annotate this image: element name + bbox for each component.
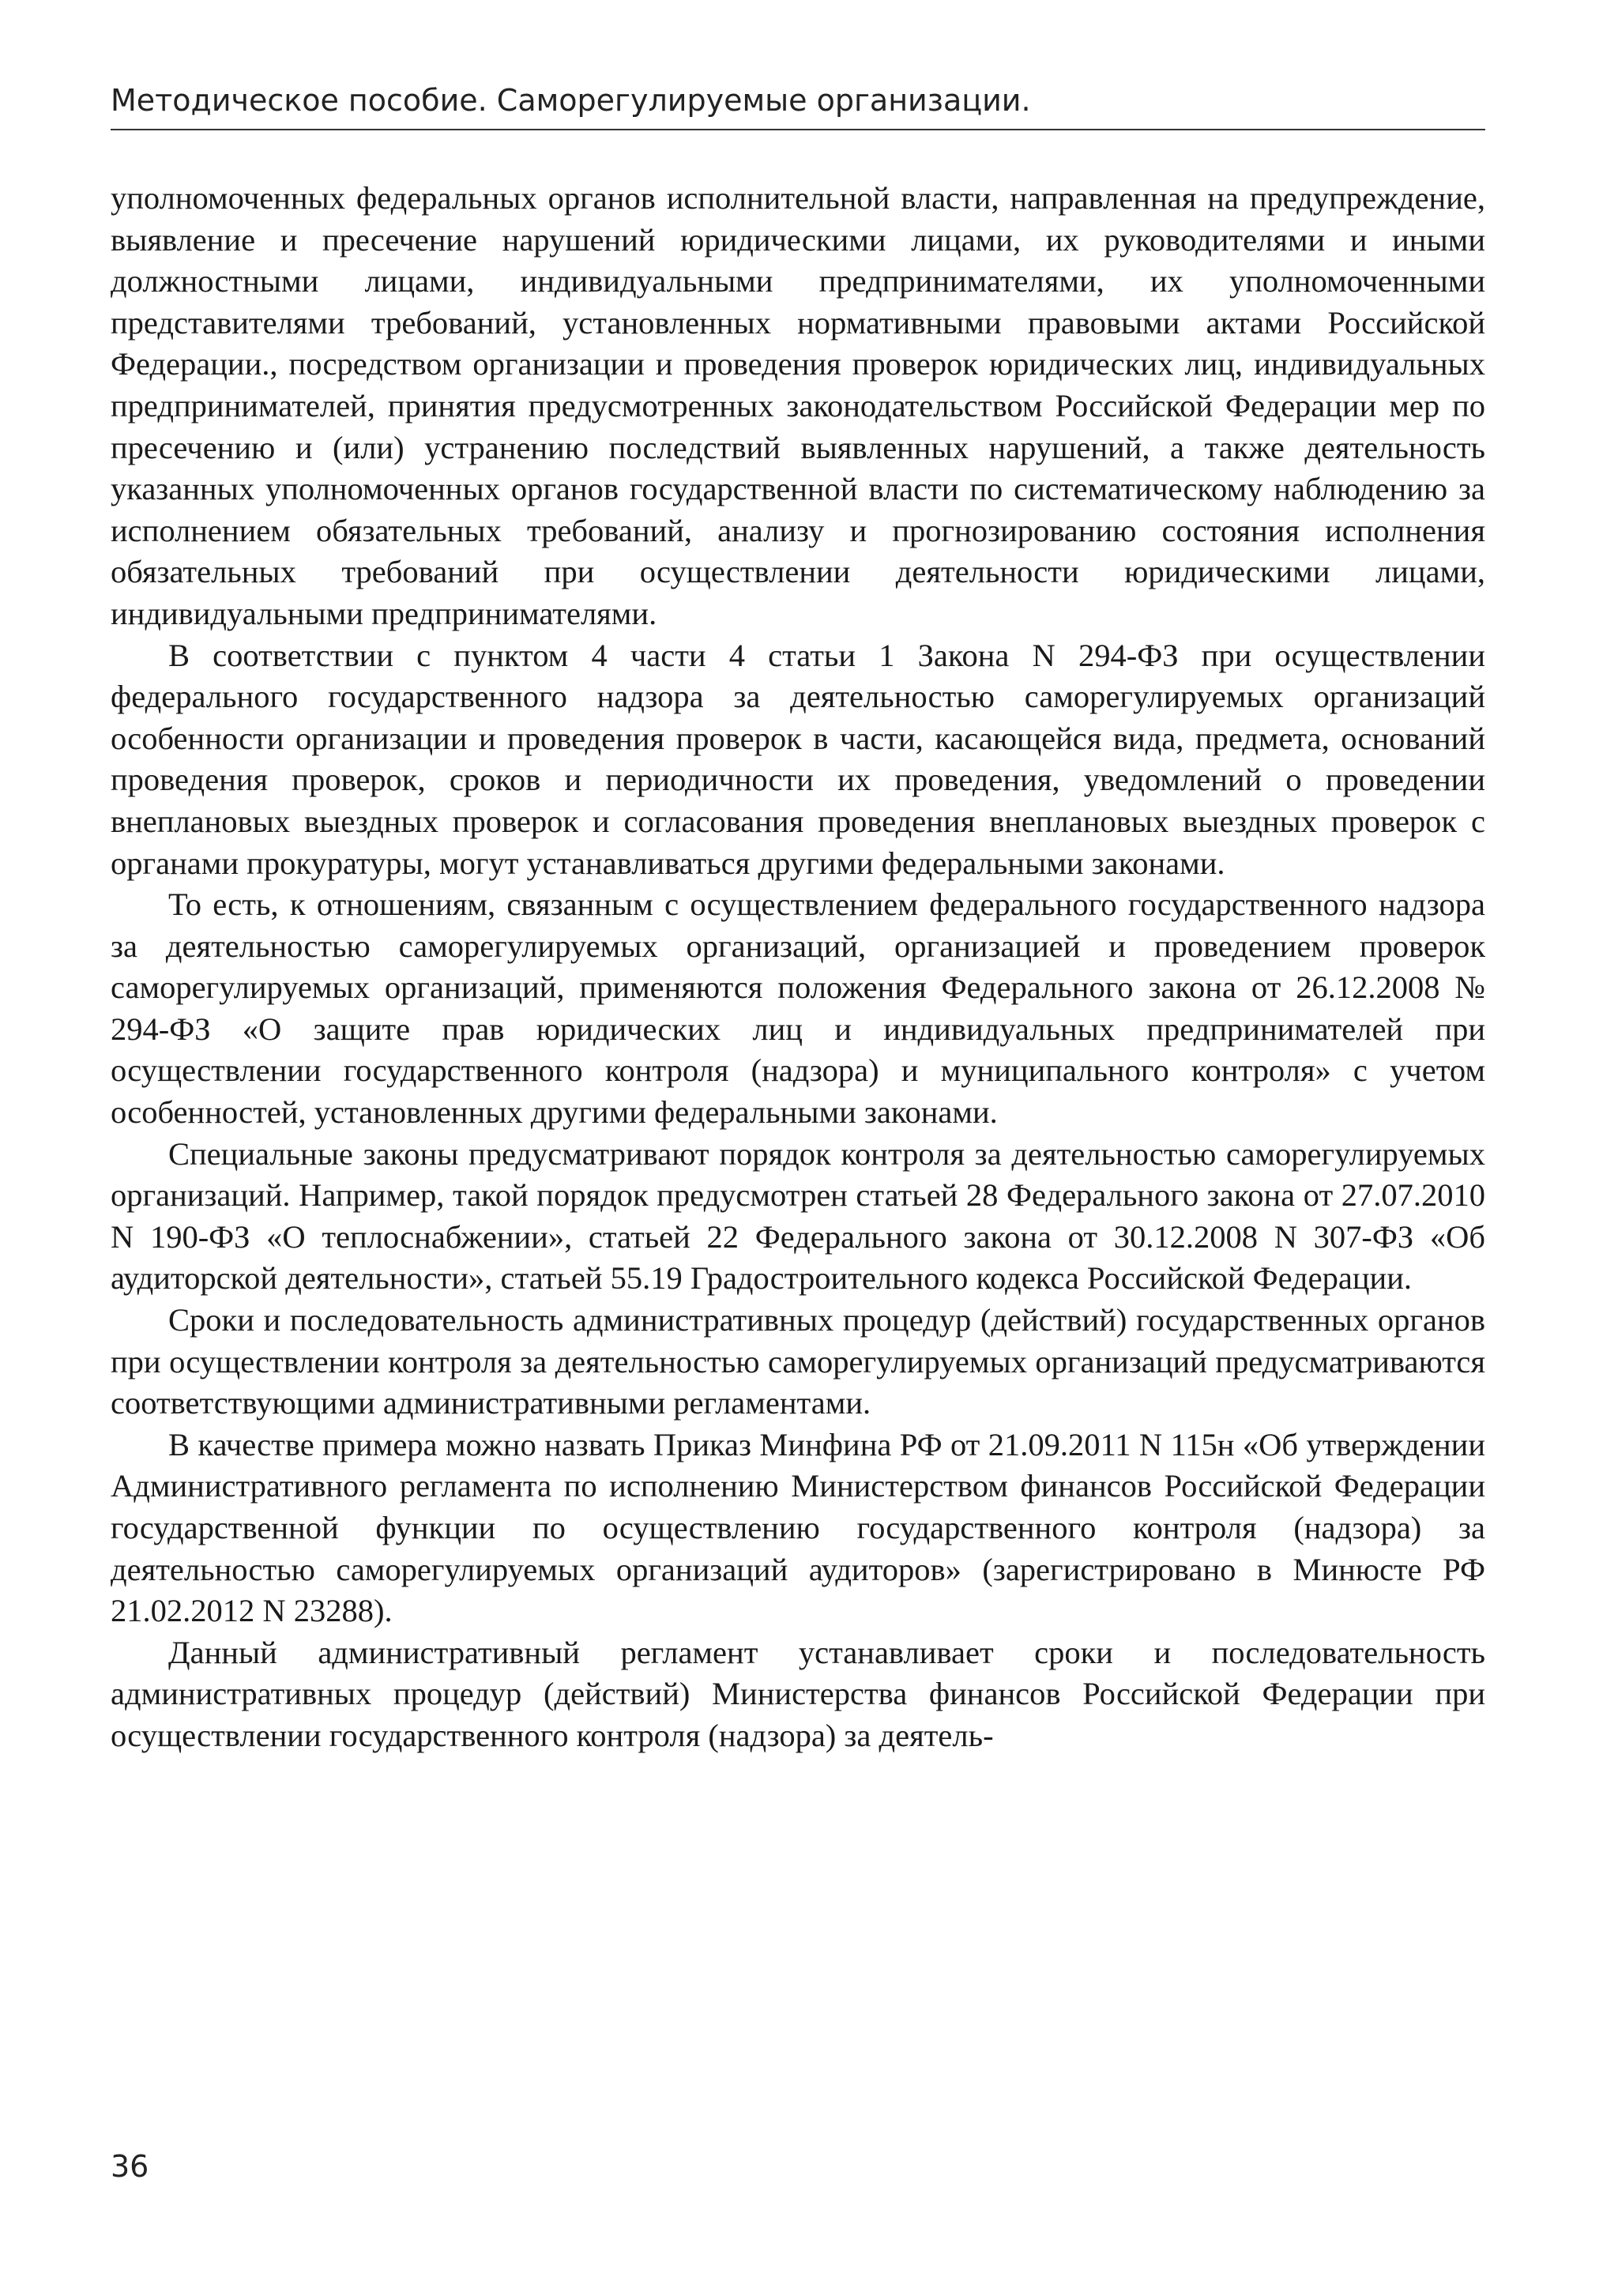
header-divider — [111, 129, 1485, 130]
body-text — [111, 178, 1485, 1757]
paragraph: В качестве примера можно назвать Приказ Минфина РФ от 21.09.2011 N 115н «Об утверждении Административного регламента по исполнению Министерством финансов Российской Федерации государственной функции по осуществлению государственного контроля (надзора) за деятельностью саморегулируемых организаций аудиторов» (зарегистрировано в Минюсте РФ 21.02.2012 N 23288). — [111, 1426, 1485, 1629]
paragraph: Сроки и последовательность административных процедур (действий) государственных органов при осуществлении контроля за деятельностью саморегулируемых организаций предусматриваются соответствующими административными регламентами. — [111, 1302, 1485, 1421]
paragraph: То есть, к отношениям, связанным с осуществлением федерального государственного надзора за деятельностью саморегулируемых организаций, организацией и проведением проверок саморегулируемых организаций, применяются положения Федерального закона от 26.12.2008 № 294-ФЗ «О защите прав юридических лиц и индивидуальных предпринимателей при осуществлении государственного контроля (надзора) и муниципального контроля» с учетом особенностей, установленных другими федеральными законами. — [111, 886, 1485, 1131]
running-header: Методическое пособие. Саморегулируемые организации. — [111, 83, 1031, 118]
paragraph: Специальные законы предусматривают порядок контроля за деятельностью саморегулируемых организаций. Например, такой порядок предусмотрен статьей 28 Федерального закона от 27.07.2010 N 190-ФЗ «О теплоснабжении», статьей 22 Федерального закона от 30.12.2008 N 307-ФЗ «Об аудиторской деятельности», статьей 55.19 Градостроительного кодекса Российской Федерации. — [111, 1135, 1485, 1297]
paragraph: Данный административный регламент устанавливает сроки и последовательность административных процедур (действий) Министерства финансов Российской Федерации при осуществлении государственного контроля (надзора) за деятель- — [111, 1634, 1485, 1753]
paragraph: В соответствии с пунктом 4 части 4 статьи 1 Закона N 294-ФЗ при осуществлении федерального государственного надзора за деятельностью саморегулируемых организаций особенности организации и проведения проверок в части, касающейся вида, предмета, оснований проведения проверок, сроков и периодичности их проведения, уведомлений о проведении внеплановых выездных проверок и согласования проведения внеплановых выездных проверок с органами прокуратуры, могут устанавливаться другими федеральными законами. — [111, 637, 1485, 881]
paragraph-continuation: уполномоченных федеральных органов исполнительной власти, направленная на предупреждение, выявление и пресечение нарушений юридическими лицами, их руководителями и иными должностными лицами, индивидуальными предпринимателями, их уполномоченными представителями требований, установленных нормативными правовыми актами Российской Федерации., посредством организации и проведения проверок юридических лиц, индивидуальных предпринимателей, принятия предусмотренных законодательством Российской Федерации мер по пресечению и (или) устранению последствий выявленных нарушений, а также деятельность указанных уполномоченных органов государственной власти по систематическому наблюдению за исполнением обязательных требований, анализу и прогнозированию состояния исполнения обязательных требований при осуществлении деятельности юридическими лицами, индивидуальными предпринимателями. — [111, 180, 1485, 631]
page-number: 36 — [111, 2149, 149, 2184]
